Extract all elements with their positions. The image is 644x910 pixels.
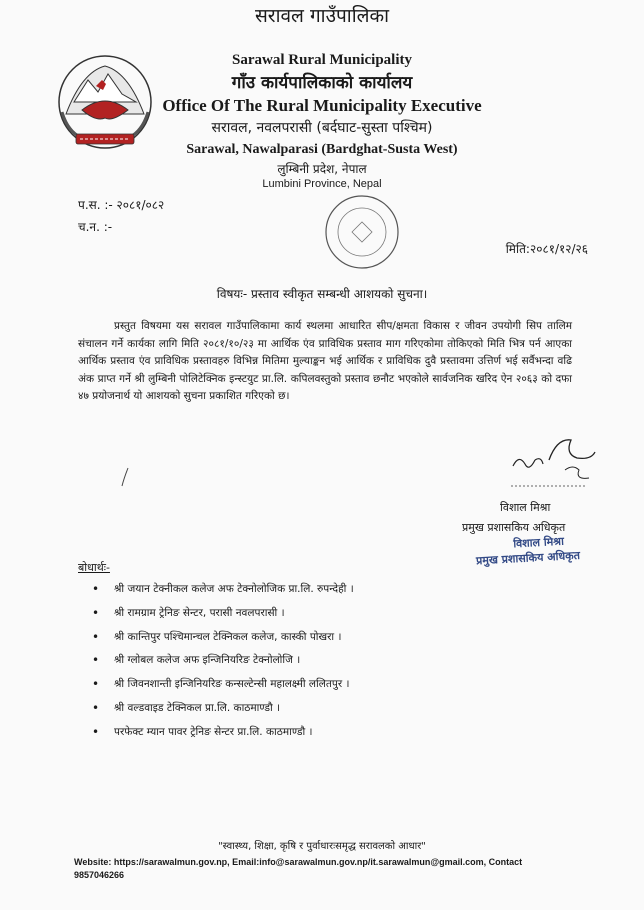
list-item: • श्री वल्डवाइड टेक्निकल प्रा.लि. काठमाण्डौ ।	[92, 700, 281, 715]
stamp-name: विशाल मिश्रा	[512, 534, 565, 551]
list-item: • श्री जयान टेक्नीकल कलेज अफ टेक्नोलोजिक प्रा.लि. रुपन्देही ।	[92, 582, 354, 596]
municipality-title-english: Sarawal Rural Municipality	[231, 52, 412, 68]
notice-body: प्रस्तुत विषयमा यस सरावल गाउँपालिकामा कार्य स्थलमा आधारित सीप/क्षमता विकास र जीवन उपयोगी सिप तालिम संचालन गर्ने कार्यका लागि मिति २०८१/१०/२३ मा आर्थिक एंव प्राविधिक प्रस्ताव माग गरिएकोमा तोकिएको मिति भित्र पर्न आएका आर्थिक प्रस्ताव एंव प्राविधिक प्रस्तावहरु विभिन्न मितिमा मुल्याङ्कन भई आर्थिक र प्राविधिक दुवै प्रस्तावमा उत्तिर्ण भई सर्वैभन्दा वढि अंक प्राप्त गर्ने श्री लुम्बिनी पोलिटेक्निक इन्स्टयुट प्रा.लि. कपिलवस्तुको प्रस्ताव छनौट भएकोले सार्वजनिक खरिद ऐन २०६३ को दफा ४७ प्रयोजनार्थ यो आशयको सुचना प्रकाशित गरिएको छ।	[78, 320, 572, 402]
office-title-nepali: गाँउ कार्यपालिकाको कार्यालय	[231, 73, 413, 93]
stamp-title: प्रमुख प्रशासकिय अधिकृत	[475, 548, 581, 568]
office-title-english: Office Of The Rural Municipality Executive	[162, 96, 482, 115]
letter-date: मिति:२०८१/१२/२६	[505, 242, 588, 256]
signature-image	[505, 430, 605, 500]
municipality-title-nepali: सरावल गाउँपालिका	[254, 5, 390, 27]
footer-motto: "स्वास्थ्य, शिक्षा, कृषि र पुर्वाधारःसमृद्ध सरावलको आधार"	[218, 841, 426, 852]
province-english: Lumbini Province, Nepal	[262, 178, 382, 190]
cc-label: बोधार्थः-	[78, 561, 110, 574]
letter-number: प.स. :- २०८१/०८२	[78, 198, 165, 212]
list-item: • श्री जिवनशान्ती इन्जिनियरिङ कन्सल्टेन्सी महालक्ष्मी ललितपुर ।	[92, 677, 350, 692]
footer-contact: Website: https://sarawalmun.gov.np, Email:info@sarawalmun.gov.np/it.sarawalmun@gmail.com, Contact 9857046266	[74, 857, 523, 880]
list-item: • श्री रामग्राम ट्रेनिङ सेन्टर, परासी नवलपरासी ।	[92, 605, 285, 620]
list-item: • परफेक्ट म्यान पावर ट्रेनिङ सेन्टर प्रा.लि. काठमाण्डौ ।	[92, 724, 313, 739]
office-round-stamp	[322, 192, 402, 272]
designation-stamp	[469, 531, 611, 582]
address-english: Sarawal, Nawalparasi (Bardghat-Susta West)	[186, 142, 458, 157]
province-nepali: लुम्बिनी प्रदेश, नेपाल	[277, 162, 367, 176]
dispatch-number: च.न. :-	[78, 220, 113, 234]
pen-mark	[118, 466, 132, 488]
list-item: • श्री ग्लोबल कलेज अफ इन्जिनियरिङ टेक्नोलोजि ।	[92, 653, 301, 668]
subject-line: विषयः- प्रस्ताव स्वीकृत सम्बन्धी आशयको सुचना।	[216, 287, 428, 301]
signatory-name: विशाल मिश्रा	[500, 501, 551, 514]
signatory-title: प्रमुख प्रशासकिय अधिकृत	[462, 521, 566, 534]
list-item: • श्री कान्तिपुर पश्चिमान्चल टेक्निकल कलेज, कास्की पोखरा ।	[92, 629, 342, 644]
address-nepali: सरावल, नवलपरासी (बर्दघाट-सुस्ता पश्चिम)	[211, 120, 433, 136]
cc-list	[92, 578, 354, 745]
